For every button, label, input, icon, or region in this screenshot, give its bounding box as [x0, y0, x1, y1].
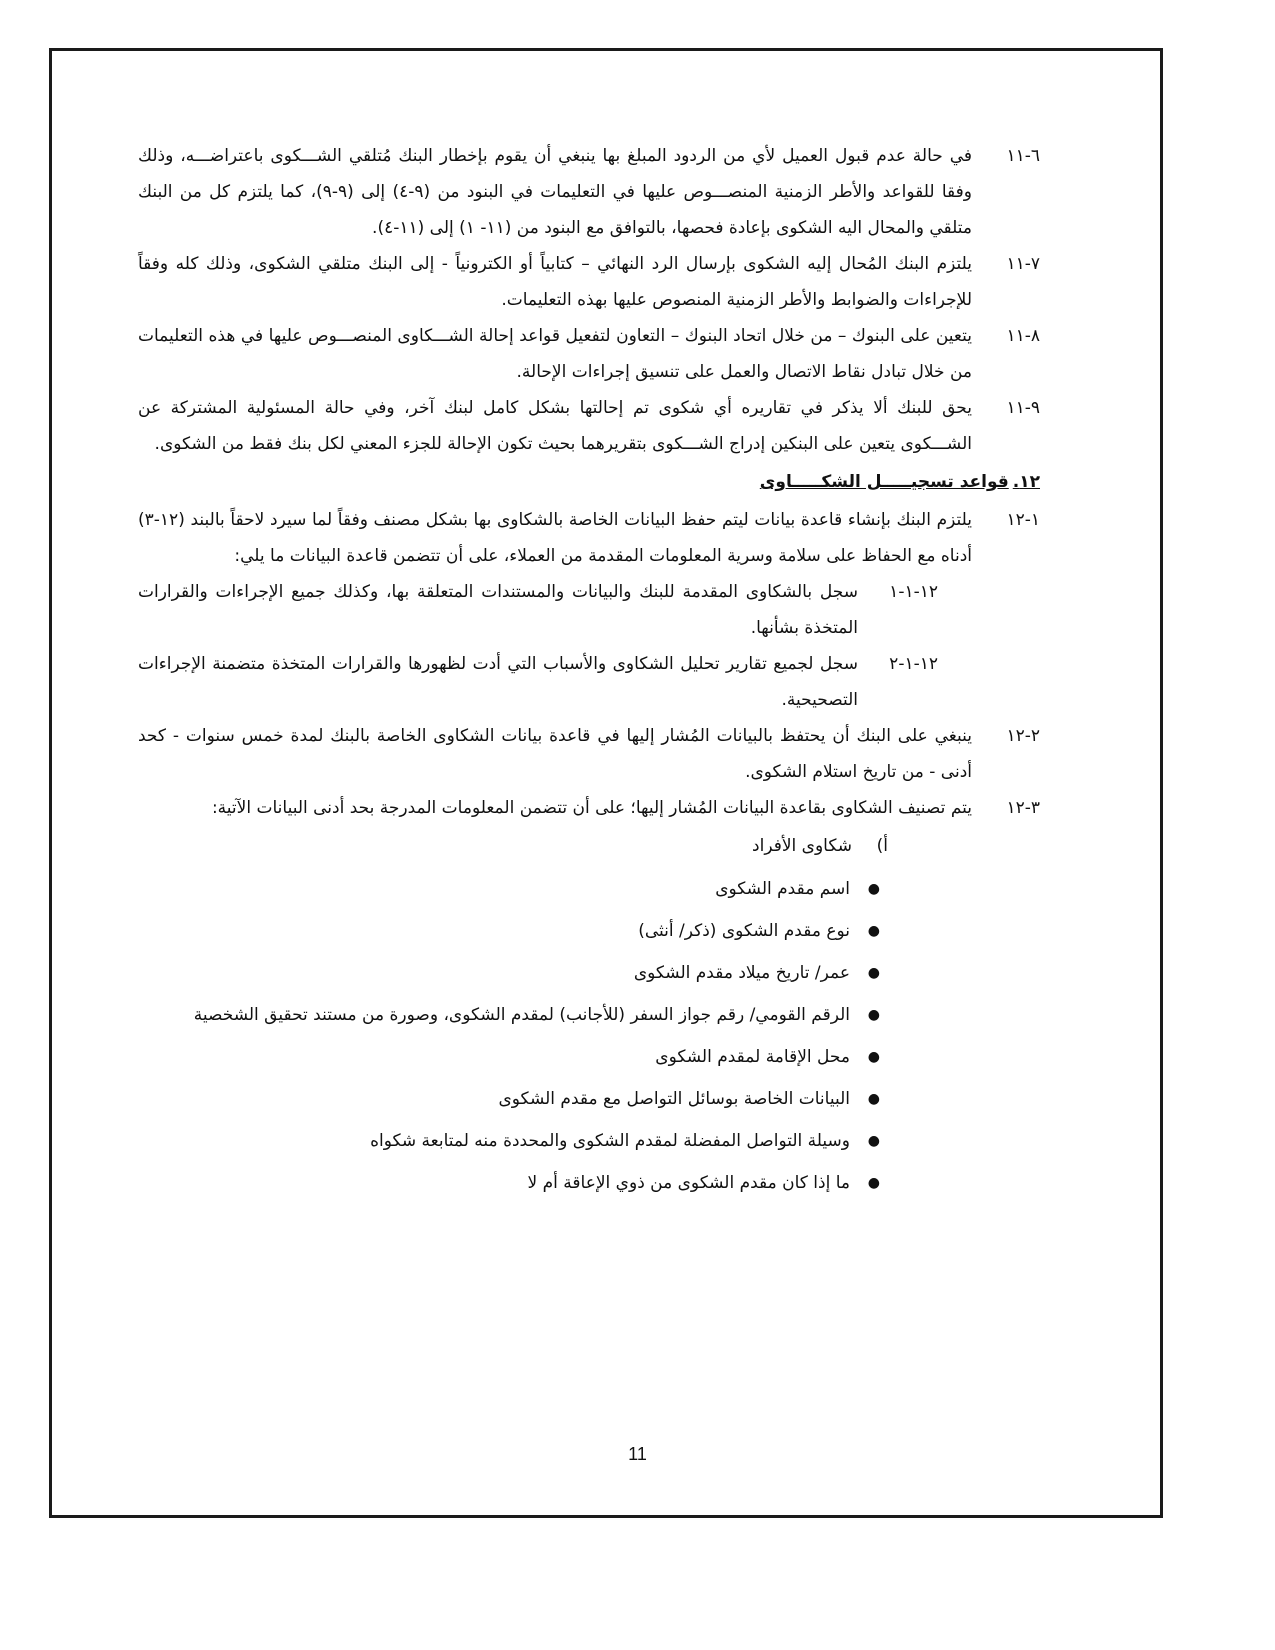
- list-item-text: عمر/ تاريخ ميلاد مقدم الشكوى: [633, 963, 850, 983]
- list-item: [138, 868, 880, 910]
- subitem-number: ١٢-١-٢: [889, 654, 938, 674]
- list-item: [138, 910, 880, 952]
- subparagraph-12-1-2: [138, 646, 938, 718]
- alpha-item-a: [138, 828, 888, 864]
- list-item: [138, 1036, 880, 1078]
- list-item: [138, 1162, 880, 1204]
- item-text: يتعين على البنوك – من خلال اتحاد البنوك – التعاون لتفعيل قواعد إحالة الشـــكاوى المنصـــوص عليها في هذه التعليمات من خلال تبادل نقاط الاتصال والعمل على تنسيق إجراءات الإحالة.: [138, 326, 972, 382]
- bullet-icon: ●: [867, 1007, 880, 1023]
- bullet-icon: ●: [867, 1049, 880, 1065]
- list-item-text: نوع مقدم الشكوى (ذكر/ أنثى): [638, 921, 850, 941]
- bullet-icon: ●: [867, 1175, 880, 1191]
- item-number: ٩-١١: [1006, 398, 1040, 418]
- paragraph-12-3: [138, 790, 1040, 826]
- bullet-icon: ●: [867, 1091, 880, 1107]
- list-item: [138, 1120, 880, 1162]
- list-item: [138, 952, 880, 994]
- paragraph-11-6: [138, 138, 1040, 246]
- item-text: يلتزم البنك المُحال إليه الشكوى بإرسال الرد النهائي – كتابياً أو الكترونياً - إلى البنك متلقي الشكوى، وذلك كله وفقاً للإجراءات والضوابط والأطر الزمنية المنصوص عليها بهذه التعليمات.: [138, 254, 972, 310]
- paragraph-11-7: [138, 246, 1040, 318]
- bullet-icon: ●: [867, 965, 880, 981]
- paragraph-11-9: [138, 390, 1040, 462]
- bullet-icon: ●: [867, 923, 880, 939]
- item-number: ١-١٢: [1006, 510, 1040, 530]
- item-text: يحق للبنك ألا يذكر في تقاريره أي شكوى تم إحالتها بشكل كامل لبنك آخر، وفي حالة المسئولية المشتركة عن الشـــكوى يتعين على البنكين إدراج الشـــكوى بتقريرهما بحيث تكون الإحالة للجزء المعني لكل بنك فقط من الشكوى.: [138, 398, 972, 454]
- item-text: ينبغي على البنك أن يحتفظ بالبيانات المُشار إليها في قاعدة بيانات الشكاوى الخاصة بالبنك لمدة خمس سنوات - كحد أدنى - من تاريخ استلام الشكوى.: [138, 726, 972, 782]
- item-text: في حالة عدم قبول العميل لأي من الردود المبلغ بها ينبغي أن يقوم بإخطار البنك مُتلقي الشـــكوى باعتراضـــه، وذلك وفقا للقواعد والأطر الزمنية المنصـــوص عليها في التعليمات في البنود من (٩-٤) إلى (٩-٩)، كما يلتزم كل من البنك متلقي والمحال اليه الشكوى بإعادة فحصها، بالتوافق مع البنود من (١١- ١) إلى (١١-٤).: [138, 146, 972, 238]
- bullet-list: [138, 868, 1040, 1204]
- item-number: ٢-١٢: [1006, 726, 1040, 746]
- alpha-label: أ): [876, 836, 888, 856]
- subitem-text: سجل لجميع تقارير تحليل الشكاوى والأسباب التي أدت لظهورها والقرارات المتخذة متضمنة الإجراءات التصحيحية.: [138, 654, 858, 710]
- list-item: [138, 994, 880, 1036]
- list-item-text: ما إذا كان مقدم الشكوى من ذوي الإعاقة أم لا: [527, 1173, 850, 1193]
- page-number: 11: [628, 1444, 647, 1464]
- alpha-text: شكاوى الأفراد: [752, 836, 852, 856]
- list-item-text: محل الإقامة لمقدم الشكوى: [655, 1047, 850, 1067]
- item-number: ٦-١١: [1006, 146, 1040, 166]
- list-item: [138, 1078, 880, 1120]
- bullet-icon: ●: [867, 881, 880, 897]
- list-item-text: اسم مقدم الشكوى: [715, 879, 850, 899]
- item-number: ٨-١١: [1006, 326, 1040, 346]
- list-item-text: وسيلة التواصل المفضلة لمقدم الشكوى والمحددة منه لمتابعة شكواه: [370, 1131, 850, 1151]
- document-body: [138, 138, 1040, 1204]
- paragraph-11-8: [138, 318, 1040, 390]
- item-text: يتم تصنيف الشكاوى بقاعدة البيانات المُشار إليها؛ على أن تتضمن المعلومات المدرجة بحد أدنى البيانات الآتية:: [211, 798, 972, 818]
- section-number: ١٢.: [1012, 472, 1040, 492]
- paragraph-12-1: [138, 502, 1040, 574]
- section-heading: [138, 464, 1040, 500]
- subparagraph-12-1-1: [138, 574, 938, 646]
- list-item-text: الرقم القومي/ رقم جواز السفر (للأجانب) لمقدم الشكوى، وصورة من مستند تحقيق الشخصية: [193, 1005, 850, 1025]
- subitem-number: ١٢-١-١: [889, 582, 938, 602]
- subitem-text: سجل بالشكاوى المقدمة للبنك والبيانات والمستندات المتعلقة بها، وكذلك جميع الإجراءات والقرارات المتخذة بشأنها.: [138, 582, 858, 638]
- section-title: قواعد تسجيـــــل الشكـــــاوى: [759, 472, 1009, 492]
- paragraph-12-2: [138, 718, 1040, 790]
- bullet-icon: ●: [867, 1133, 880, 1149]
- list-item-text: البيانات الخاصة بوسائل التواصل مع مقدم الشكوى: [498, 1089, 850, 1109]
- item-number: ٣-١٢: [1006, 798, 1040, 818]
- item-number: ٧-١١: [1006, 254, 1040, 274]
- item-text: يلتزم البنك بإنشاء قاعدة بيانات ليتم حفظ البيانات الخاصة بالشكاوى بها بشكل مصنف وفقاً لما سيرد لاحقاً بالبند (١٢-٣) أدناه مع الحفاظ على سلامة وسرية المعلومات المقدمة من العملاء، على أن تتضمن قاعدة البيانات ما يلي:: [138, 510, 972, 566]
